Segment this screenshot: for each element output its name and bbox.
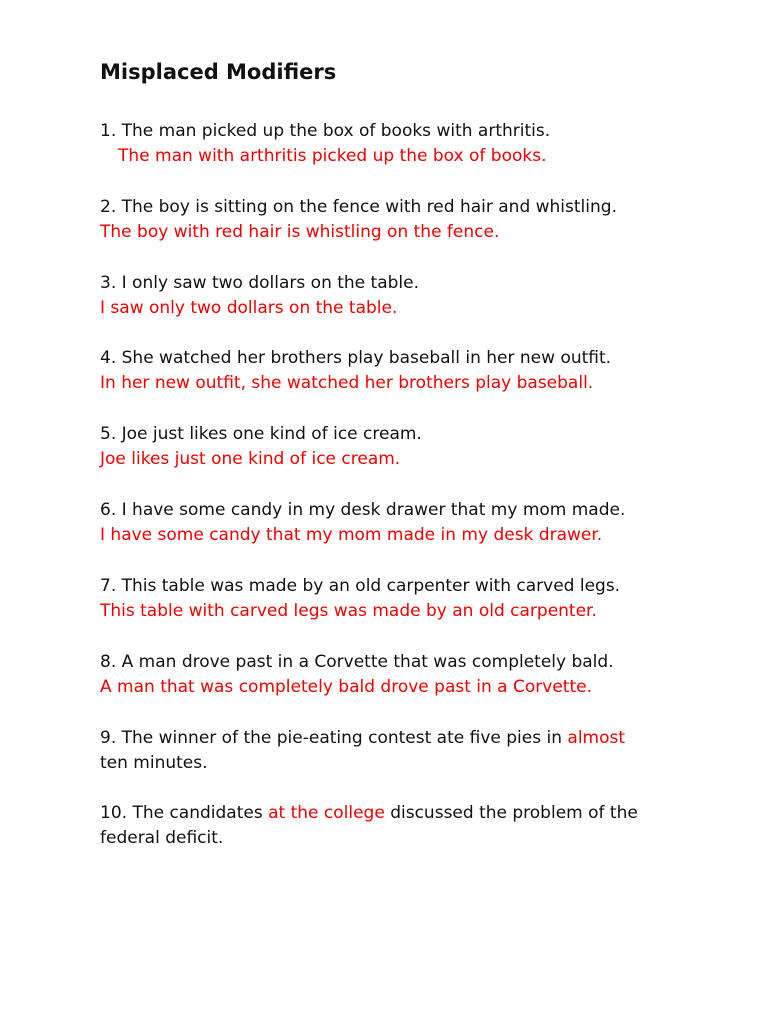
- list-item: [100, 801, 640, 851]
- sentence-answer: I saw only two dollars on the table.: [100, 298, 398, 318]
- list-item: [100, 650, 640, 700]
- question-text: ten minutes.: [100, 753, 208, 773]
- sentence-answer: The boy with red hair is whistling on the fence.: [100, 222, 500, 242]
- sentence-question: 4. She watched her brothers play baseball in her new outfit.: [100, 348, 612, 368]
- sentence-question: 3. I only saw two dollars on the table.: [100, 273, 420, 293]
- sentence-question: 1. The man picked up the box of books with arthritis.: [100, 121, 551, 141]
- list-item: [100, 422, 640, 472]
- question-text: 9. The winner of the pie-eating contest ate five pies in: [100, 728, 568, 748]
- sentence-answer: Joe likes just one kind of ice cream.: [100, 449, 401, 469]
- list-item: [100, 498, 640, 548]
- list-item: [100, 119, 640, 169]
- sentence-question: 8. A man drove past in a Corvette that was completely bald.: [100, 652, 614, 672]
- sentence-question: 7. This table was made by an old carpenter with carved legs.: [100, 576, 621, 596]
- list-item: [100, 195, 640, 245]
- question-text: 10. The candidates: [100, 803, 269, 823]
- sentence-question: [100, 801, 640, 851]
- sentence-answer: The man with arthritis picked up the box of books.: [118, 146, 547, 166]
- list-item: [100, 726, 640, 776]
- sentence-answer: In her new outfit, she watched her brothers play baseball.: [100, 373, 594, 393]
- sentence-answer: I have some candy that my mom made in my desk drawer.: [100, 525, 603, 545]
- sentence-question: 6. I have some candy in my desk drawer that my mom made.: [100, 500, 626, 520]
- highlighted-modifier: at the college: [268, 803, 385, 823]
- sentence-answer: A man that was completely bald drove past in a Corvette.: [100, 677, 592, 697]
- list-item: [100, 574, 640, 624]
- sentence-answer: This table with carved legs was made by an old carpenter.: [100, 601, 597, 621]
- list-item: [100, 346, 640, 396]
- question-text: discussed the problem of the federal deficit.: [100, 803, 638, 848]
- page-title: Misplaced Modifiers: [100, 60, 337, 84]
- sentence-question: [100, 726, 640, 776]
- highlighted-modifier: almost: [567, 728, 626, 748]
- sentence-question: 2. The boy is sitting on the fence with red hair and whistling.: [100, 197, 617, 217]
- list-item: [100, 271, 640, 321]
- sentence-question: 5. Joe just likes one kind of ice cream.: [100, 424, 422, 444]
